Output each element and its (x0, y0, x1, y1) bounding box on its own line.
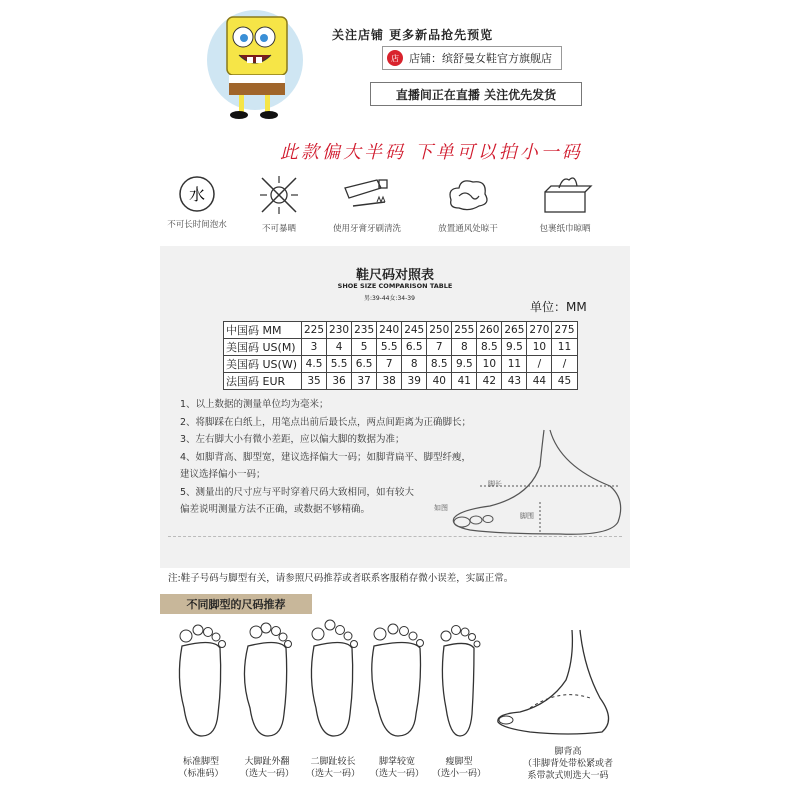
shop-name-box[interactable] (382, 46, 562, 70)
size-cell: 9.5 (452, 356, 477, 373)
size-chart-subtitle: SHOE SIZE COMPARISON TABLE (337, 282, 453, 290)
water-icon (177, 174, 217, 214)
foot-type-name: 标准脚型 (182, 757, 219, 767)
size-chart-title: 鞋尺码对照表 (355, 268, 434, 283)
note-line: 4、如脚背高、脚型宽，建议选择偏大一码；如脚背扁平、脚型纤瘦， (180, 451, 472, 463)
size-cell: 4 (327, 339, 352, 356)
size-cell: 255 (452, 322, 477, 339)
note-line: 偏差说明测量方法不正确，或数据不够精确。 (180, 504, 371, 515)
foot-type-name: 瘦脚型 (445, 757, 473, 767)
size-table (223, 321, 578, 390)
foot-slim-icon (428, 618, 490, 743)
size-cell: 250 (427, 322, 452, 339)
foot-long-second-toe-icon (302, 618, 364, 743)
note-line: 3、左右脚大小有微小差距，应以偏大脚的数据为准； (180, 434, 405, 445)
size-cell: 4.5 (302, 356, 327, 373)
care-item-sun (229, 174, 329, 234)
note-line: 5、测量出的尺寸应与平时穿着尺码大致相同，如有较大 (180, 486, 415, 498)
foot-type-advice: （选大一码） (369, 769, 424, 779)
size-cell: / (527, 356, 552, 373)
size-cell: 44 (527, 373, 552, 390)
recommend-banner: 不同脚型的尺码推荐 (160, 594, 312, 614)
size-range-note: 男:39-44女:34-39 (364, 295, 415, 302)
size-cell: 11 (552, 339, 577, 356)
foot-type-advice: （选大一码） (239, 769, 294, 779)
foot-type-name: 二脚趾较长 (310, 757, 356, 767)
foot-measure-illustration (434, 426, 630, 546)
unit-label: 单位：MM (530, 300, 587, 314)
water-glyph: 水 (188, 185, 206, 204)
foot-type-name: 脚背高 (554, 747, 582, 757)
size-cell: 5.5 (327, 356, 352, 373)
foot-type-name: 大脚趾外翻 (244, 757, 290, 767)
table-row (224, 373, 578, 390)
size-cell: 41 (452, 373, 477, 390)
foot-type-name: 脚掌较宽 (378, 757, 415, 767)
care-label-sun: 不可暴晒 (261, 224, 296, 234)
foot-width-label: 脚围 (520, 512, 534, 520)
size-cell: 275 (552, 322, 577, 339)
toothpaste-icon (337, 174, 397, 216)
note-line: 1、以上数据的测量单位均为毫米； (180, 399, 329, 410)
size-cell: 6.5 (402, 339, 427, 356)
size-cell: 5.5 (377, 339, 402, 356)
foot-length-label: 脚长 (488, 480, 502, 488)
foot-high-arch-icon (490, 628, 625, 738)
size-cell: 36 (327, 373, 352, 390)
size-cell: 245 (402, 322, 427, 339)
size-cell: 45 (552, 373, 577, 390)
size-cell: / (552, 356, 577, 373)
live-stream-notice[interactable]: 直播间正在直播 关注优先发货 (370, 82, 582, 106)
tissue-box-icon (537, 174, 593, 216)
note-line: 建议选择偏小一码； (180, 469, 266, 480)
size-cell: 8 (402, 356, 427, 373)
shop-logo-icon: 店 (387, 50, 403, 66)
size-cell: 7 (427, 339, 452, 356)
row-label: 美国码 US(M) (224, 339, 302, 356)
row-label: 中国码 MM (224, 322, 302, 339)
size-cell: 9.5 (502, 339, 527, 356)
care-item-toothpaste (317, 174, 417, 234)
foot-label-high-arch (508, 746, 628, 782)
foot-standard-icon (170, 618, 232, 743)
foot-type-advice: （选大一码） (305, 769, 360, 779)
foot-wide-icon (366, 618, 428, 743)
care-label-water: 不可长时间泡水 (167, 220, 227, 230)
row-label: 美国码 US(W) (224, 356, 302, 373)
size-cell: 235 (352, 322, 377, 339)
shop-name: 店铺：缤舒曼女鞋官方旗舰店 (409, 52, 552, 65)
size-cell: 6.5 (352, 356, 377, 373)
size-cell: 43 (502, 373, 527, 390)
foot-type-advice: （标准码） (178, 769, 224, 779)
table-row (224, 322, 578, 339)
row-label: 法国码 EUR (224, 373, 302, 390)
foot-type-advice: 系带款式则选大一码 (527, 771, 609, 781)
table-row (224, 356, 578, 373)
care-label-toothpaste: 使用牙膏牙刷清洗 (332, 224, 401, 234)
size-warning: 此款偏大半码 下单可以拍小一码 (280, 142, 583, 163)
size-cell: 265 (502, 322, 527, 339)
size-cell: 11 (502, 356, 527, 373)
size-cell: 42 (477, 373, 502, 390)
size-cell: 8.5 (427, 356, 452, 373)
care-label-tissue: 包裹纸巾晾晒 (539, 224, 591, 234)
foot-girth-label: 如图 (434, 504, 448, 512)
size-cell: 10 (527, 339, 552, 356)
size-footnote: 注:鞋子号码与脚型有关，请参照尺码推荐或者联系客服稍存微小误差，实属正常。 (168, 573, 514, 584)
size-cell: 37 (352, 373, 377, 390)
foot-type-advice: （选小一码） (431, 769, 486, 779)
size-cell: 260 (477, 322, 502, 339)
size-chart-panel (160, 246, 630, 568)
size-cell: 7 (377, 356, 402, 373)
care-item-wind (418, 174, 518, 234)
size-cell: 5 (352, 339, 377, 356)
size-cell: 35 (302, 373, 327, 390)
size-cell: 38 (377, 373, 402, 390)
size-cell: 270 (527, 322, 552, 339)
size-cell: 10 (477, 356, 502, 373)
foot-bunion-icon (236, 618, 298, 743)
note-line: 2、将脚踩在白纸上，用笔点出前后最长点，两点间距离为正确脚长； (180, 416, 472, 428)
foot-label-slim (419, 756, 499, 780)
care-label-wind: 放置通风处晾干 (438, 224, 498, 234)
size-cell: 3 (302, 339, 327, 356)
size-cell: 8 (452, 339, 477, 356)
wind-icon (443, 174, 493, 216)
table-row (224, 339, 578, 356)
size-cell: 8.5 (477, 339, 502, 356)
size-cell: 230 (327, 322, 352, 339)
care-item-tissue (515, 174, 615, 234)
divider (168, 536, 622, 543)
size-cell: 240 (377, 322, 402, 339)
spongebob-avatar (205, 5, 315, 123)
size-cell: 40 (427, 373, 452, 390)
follow-store-text: 关注店铺 更多新品抢先预览 (332, 28, 494, 42)
no-sun-icon (254, 174, 304, 216)
foot-type-advice: （非脚背处带松紧或者 (522, 759, 613, 769)
size-cell: 225 (302, 322, 327, 339)
size-cell: 39 (402, 373, 427, 390)
